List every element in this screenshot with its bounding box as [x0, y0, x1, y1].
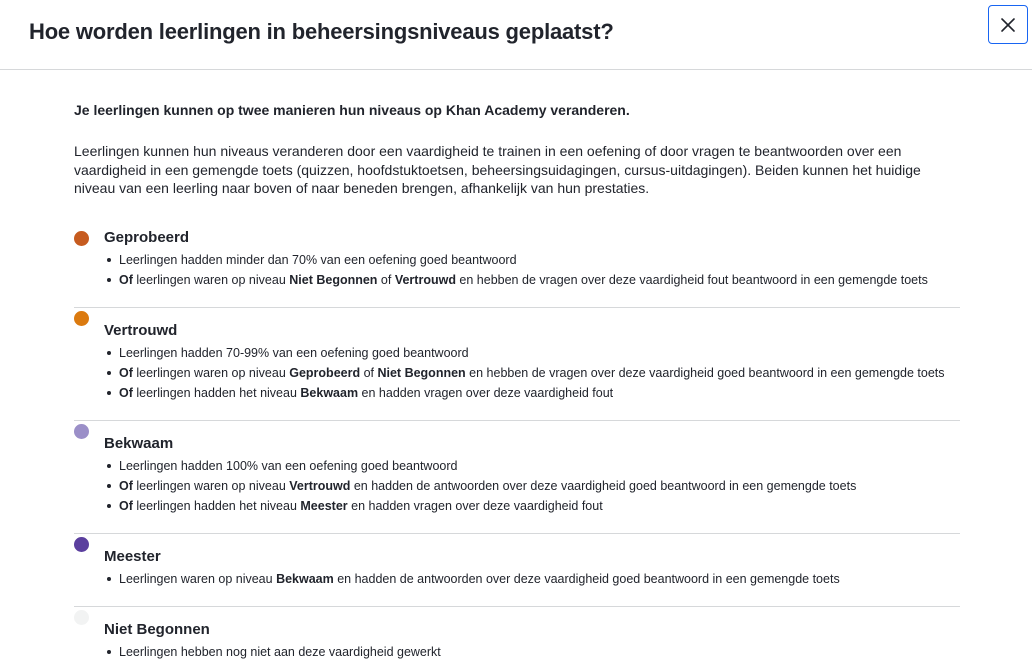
- close-button[interactable]: [988, 5, 1028, 44]
- level-name: Meester: [104, 547, 161, 565]
- level-rules: [104, 250, 960, 290]
- level-name: Bekwaam: [104, 434, 174, 452]
- level-name: Niet Begonnen: [104, 620, 210, 638]
- rule-item: Of leerlingen hadden het niveau Meester en hadden vragen over deze vaardigheid fout: [104, 496, 960, 516]
- proficient-dot-icon: [74, 424, 89, 439]
- level-rules: [104, 456, 960, 516]
- level-vertrouwd: [74, 307, 960, 403]
- rule-item: Leerlingen hadden 70-99% van een oefening goed beantwoord: [104, 343, 960, 363]
- attempted-dot-icon: [74, 231, 89, 246]
- rule-item: Leerlingen hadden 100% van een oefening goed beantwoord: [104, 456, 960, 476]
- intro-paragraph: Leerlingen kunnen hun niveaus veranderen door een vaardigheid te trainen in een oefening of door vragen te beantwoorden over een vaardigheid in een gemengde toets (quizzen, hoofdstuktoetsen, beheersingsuidagingen, cursus-uitdagingen). Beiden kunnen het huidige niveau van een leerling naar boven of naar beneden brengen, afhankelijk van hun prestaties.: [74, 143, 921, 196]
- modal-header: [0, 0, 1032, 70]
- rule-item: Of leerlingen hadden het niveau Bekwaam en hadden vragen over deze vaardigheid fout: [104, 383, 960, 403]
- rule-item: Of leerlingen waren op niveau Niet Begonnen of Vertrouwd en hebben de vragen over deze vaardigheid fout beantwoord in een gemengde toets: [104, 270, 960, 290]
- close-icon: [1000, 17, 1016, 33]
- rule-item: Leerlingen hebben nog niet aan deze vaardigheid gewerkt: [104, 642, 960, 662]
- level-geprobeerd: [74, 228, 960, 290]
- modal-title: Hoe worden leerlingen in beheersingsniveaus geplaatst?: [29, 19, 614, 44]
- level-niet-begonnen: [74, 606, 960, 662]
- not-started-dot-icon: [74, 610, 89, 625]
- level-rules: [104, 569, 960, 589]
- level-rules: [104, 343, 960, 403]
- rule-item: Of leerlingen waren op niveau Vertrouwd en hadden de antwoorden over deze vaardigheid goed beantwoord in een gemengde toets: [104, 476, 960, 496]
- level-rules: [104, 642, 960, 662]
- level-name: Geprobeerd: [104, 228, 190, 246]
- rule-item: Leerlingen waren op niveau Bekwaam en hadden de antwoorden over deze vaardigheid goed beantwoord in een gemengde toets: [104, 569, 960, 589]
- intro-heading: Je leerlingen kunnen op twee manieren hun niveaus op Khan Academy veranderen.: [74, 102, 630, 118]
- modal-content: [74, 70, 960, 662]
- familiar-dot-icon: [74, 311, 89, 326]
- level-bekwaam: [74, 420, 960, 516]
- mastery-levels-list: [74, 228, 960, 662]
- level-meester: [74, 533, 960, 589]
- rule-item: Leerlingen hadden minder dan 70% van een oefening goed beantwoord: [104, 250, 960, 270]
- level-name: Vertrouwd: [104, 321, 178, 339]
- rule-item: Of leerlingen waren op niveau Geprobeerd of Niet Begonnen en hebben de vragen over deze vaardigheid goed beantwoord in een gemengde toets: [104, 363, 960, 383]
- mastered-dot-icon: [74, 537, 89, 552]
